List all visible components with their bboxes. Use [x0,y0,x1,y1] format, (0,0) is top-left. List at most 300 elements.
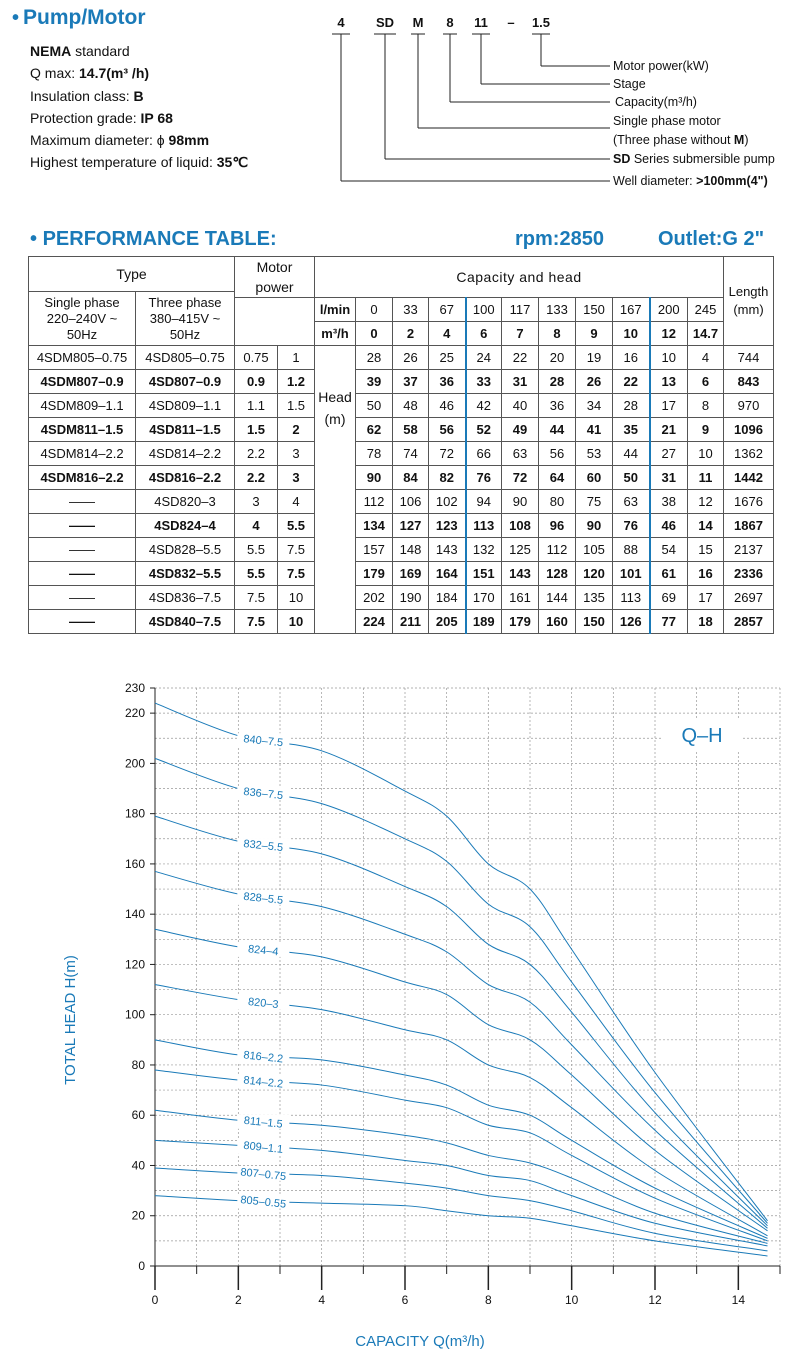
table-cell: 50 [613,466,650,490]
table-cell: —— [29,490,136,514]
table-cell: 1.5 [278,394,315,418]
table-cell: 7.5 [278,562,315,586]
bullet: • [30,228,38,250]
header-spacer [235,298,315,346]
x-tick-label: 10 [564,1293,579,1307]
table-cell: 10 [650,346,688,370]
table-cell: 46 [650,514,688,538]
table-cell: 64 [539,466,576,490]
table-cell: 82 [429,466,466,490]
table-cell: 4SD807–0.9 [136,370,235,394]
table-cell: 46 [429,394,466,418]
table-cell: 62 [356,418,393,442]
series-label: 811–1.5 [243,1114,284,1131]
table-cell: 84 [393,466,429,490]
header-text: Three phase [148,294,222,310]
header-length [724,257,774,346]
table-cell: 17 [688,586,724,610]
table-cell: —— [29,514,136,538]
legend-capacity: Capacity(m³/h) [615,95,697,109]
model-code-diagram [0,0,810,195]
table-cell: 744 [724,346,774,370]
table-cell: —— [29,610,136,634]
table-cell: 144 [539,586,576,610]
table-cell: 76 [613,514,650,538]
table-cell: —— [29,562,136,586]
table-cell: 50 [356,394,393,418]
table-cell: 112 [356,490,393,514]
y-tick-label: 220 [124,706,145,721]
m3h-cell: 12 [650,322,688,346]
m3h-cell: 6 [466,322,502,346]
table-row [29,610,774,634]
table-cell: 18 [688,610,724,634]
table-cell: 34 [576,394,613,418]
table-cell: 4SD836–7.5 [136,586,235,610]
table-cell: 27 [650,442,688,466]
table-cell: 134 [356,514,393,538]
header-text: Head [318,389,352,405]
table-cell: 5.5 [235,538,278,562]
header-m3h: m³/h [315,322,356,346]
table-cell: 143 [502,562,539,586]
table-cell: 11 [688,466,724,490]
table-cell: 10 [278,610,315,634]
table-cell: 150 [576,610,613,634]
table-cell: 2697 [724,586,774,610]
table-cell: 22 [613,370,650,394]
spec-value: 35℃ [216,154,249,171]
y-axis-label: TOTAL HEAD H(m) [62,955,79,1085]
table-cell: 4SD814–2.2 [136,442,235,466]
table-cell: 184 [429,586,466,610]
header-type: Type [29,257,235,292]
table-cell: —— [29,586,136,610]
legend-bold: M [733,133,745,147]
lmin-cell: 67 [429,298,466,322]
table-cell: 224 [356,610,393,634]
table-cell: 31 [650,466,688,490]
code-leader-lines [332,34,610,181]
table-cell: 36 [539,394,576,418]
table-cell: 10 [688,442,724,466]
table-cell: 63 [502,442,539,466]
lmin-cell: 167 [613,298,650,322]
x-tick-label: 4 [318,1293,326,1307]
table-row [29,418,774,442]
m3h-cell: 7 [502,322,539,346]
lmin-cell: 150 [576,298,613,322]
spec-value: B [133,87,144,104]
table-cell: 28 [613,394,650,418]
series-line [155,816,768,1226]
table-cell: 7.5 [235,586,278,610]
legend-text: (Three phase without [613,133,734,147]
table-row [29,586,774,610]
table-cell: 101 [613,562,650,586]
lmin-cell: 0 [356,298,393,322]
code-part: – [507,15,515,30]
header-text: Motor [256,259,293,275]
spec-label: Protection grade: [30,109,141,126]
table-row [29,394,774,418]
table-cell: 28 [356,346,393,370]
table-cell: 56 [539,442,576,466]
table-cell: 4SDM805–0.75 [29,346,136,370]
table-cell: 14 [688,514,724,538]
legend-well-diameter [613,174,768,188]
table-cell: 2.2 [235,442,278,466]
table-cell: 2 [278,418,315,442]
code-part: 4 [337,15,345,30]
table-cell: 90 [502,490,539,514]
table-row [29,514,774,538]
table-cell: 44 [613,442,650,466]
table-cell: 41 [576,418,613,442]
table-cell: 120 [576,562,613,586]
table-cell: 90 [356,466,393,490]
legend-bold: SD [613,152,631,166]
table-cell: 205 [429,610,466,634]
table-cell: 33 [466,370,502,394]
header-text: Length [728,284,769,299]
header-motor-power [235,257,315,298]
legend-three-phase [613,133,749,147]
spec-label: Maximum diameter: ϕ [30,132,169,149]
table-cell: 16 [613,346,650,370]
x-axis-label: CAPACITY Q(m³/h) [355,1333,485,1350]
table-cell: 1 [278,346,315,370]
table-cell: 38 [650,490,688,514]
x-tick-label: 8 [484,1293,492,1307]
header-text: 380–415V ~ [149,310,221,326]
table-cell: 56 [429,418,466,442]
series-label: 820–3 [247,996,280,1012]
y-tick-label: 20 [131,1208,145,1223]
table-cell: 4 [278,490,315,514]
table-cell: 843 [724,370,774,394]
table-cell: 9 [688,418,724,442]
table-cell: 108 [502,514,539,538]
table-cell: 1442 [724,466,774,490]
table-cell: 128 [539,562,576,586]
y-tick-label: 0 [138,1259,145,1273]
table-cell: 164 [429,562,466,586]
table-cell: 2857 [724,610,774,634]
legend-text: Series submersible pump [630,152,775,166]
table-cell: 26 [576,370,613,394]
table-cell: 8 [688,394,724,418]
table-cell: 72 [502,466,539,490]
spec-label: standard [71,43,130,59]
m3h-cell: 10 [613,322,650,346]
legend-single-phase: Single phase motor [613,114,721,128]
title-text: PERFORMANCE TABLE: [42,228,277,250]
lmin-cell: 117 [502,298,539,322]
table-cell: 0.75 [235,346,278,370]
performance-rows [29,346,774,634]
table-cell: 2.2 [235,466,278,490]
header-text: 50Hz [169,326,201,342]
table-cell: 4SD832–5.5 [136,562,235,586]
spec-value: 98mm [168,132,210,149]
lmin-cell: 200 [650,298,688,322]
table-cell: 112 [539,538,576,562]
table-cell: 105 [576,538,613,562]
table-cell: —— [29,538,136,562]
table-row [29,562,774,586]
title-text: Pump/Motor [23,6,146,29]
table-cell: 15 [688,538,724,562]
table-cell: 970 [724,394,774,418]
table-cell: 39 [356,370,393,394]
table-cell: 126 [613,610,650,634]
table-cell: 1.2 [278,370,315,394]
series-label: 840–7.5 [242,733,284,750]
header-text: power [255,279,294,295]
table-cell: 75 [576,490,613,514]
table-cell: 4SD840–7.5 [136,610,235,634]
table-cell: 1867 [724,514,774,538]
table-cell: 6 [688,370,724,394]
table-cell: 28 [539,370,576,394]
table-cell: 58 [393,418,429,442]
table-cell: 148 [393,538,429,562]
table-cell: 4SDM809–1.1 [29,394,136,418]
header-text: (m) [324,411,346,427]
table-cell: 151 [466,562,502,586]
chart-curves [155,703,768,1256]
spec-label: Insulation class: [30,87,134,104]
table-cell: 125 [502,538,539,562]
lmin-cell: 33 [393,298,429,322]
legend-bold: >100mm(4") [696,174,768,188]
table-cell: 10 [278,586,315,610]
y-tick-label: 100 [124,1007,145,1022]
x-tick-label: 2 [234,1293,242,1307]
table-cell: 76 [466,466,502,490]
series-label: 807–0.75 [239,1166,287,1184]
table-cell: 74 [393,442,429,466]
table-cell: 5.5 [235,562,278,586]
table-cell: 25 [429,346,466,370]
table-cell: 3 [278,466,315,490]
legend-text: Well diameter: [613,174,697,188]
y-tick-label: 120 [124,957,145,972]
table-cell: 94 [466,490,502,514]
table-cell: 2137 [724,538,774,562]
table-cell: 106 [393,490,429,514]
code-part: M [412,15,424,30]
header-text: (mm) [733,302,764,317]
table-cell: 4SD816–2.2 [136,466,235,490]
table-cell: 127 [393,514,429,538]
table-cell: 35 [613,418,650,442]
table-cell: 4SD824–4 [136,514,235,538]
table-cell: 7.5 [278,538,315,562]
table-cell: 42 [466,394,502,418]
table-cell: 2336 [724,562,774,586]
spec-value: 14.7(m³ /h) [79,65,150,82]
table-cell: 12 [688,490,724,514]
y-tick-label: 40 [131,1158,145,1173]
y-tick-label: 180 [124,806,145,821]
series-line [155,1140,768,1246]
series-label: 832–5.5 [242,838,284,855]
series-label: 836–7.5 [242,785,284,803]
code-part: 8 [446,15,454,30]
table-cell: 53 [576,442,613,466]
table-cell: 21 [650,418,688,442]
table-cell: 202 [356,586,393,610]
table-cell: 96 [539,514,576,538]
table-cell: 169 [393,562,429,586]
table-cell: 1096 [724,418,774,442]
table-cell: 4SDM816–2.2 [29,466,136,490]
table-cell: 179 [502,610,539,634]
header-capacity-head: Capacity and head [315,257,724,298]
table-row [29,490,774,514]
table-cell: 4 [235,514,278,538]
table-cell: 44 [539,418,576,442]
head-label-cell [315,346,356,634]
table-cell: 24 [466,346,502,370]
header-text: 50Hz [66,326,98,342]
table-cell: 1676 [724,490,774,514]
table-cell: 1.1 [235,394,278,418]
table-cell: 13 [650,370,688,394]
y-tick-label: 60 [131,1108,145,1123]
table-cell: 54 [650,538,688,562]
m3h-cell: 2 [393,322,429,346]
x-tick-label: 6 [401,1293,409,1307]
rpm-label: rpm:2850 [515,228,604,250]
table-cell: 102 [429,490,466,514]
table-cell: 3 [278,442,315,466]
section-title-performance [30,228,277,251]
table-cell: 61 [650,562,688,586]
x-tick-label: 14 [731,1293,746,1307]
table-cell: 4SD828–5.5 [136,538,235,562]
y-tick-label: 160 [124,856,145,871]
table-cell: 90 [576,514,613,538]
table-cell: 157 [356,538,393,562]
table-cell: 189 [466,610,502,634]
table-cell: 113 [466,514,502,538]
chart-title: Q–H [681,725,723,747]
table-cell: 36 [429,370,466,394]
table-row [29,466,774,490]
table-cell: 0.9 [235,370,278,394]
table-cell: 72 [429,442,466,466]
table-cell: 19 [576,346,613,370]
series-label: 828–5.5 [242,890,284,907]
table-cell: 1362 [724,442,774,466]
outlet-label: Outlet:G 2" [658,228,765,250]
table-cell: 69 [650,586,688,610]
table-cell: 26 [393,346,429,370]
table-cell: 49 [502,418,539,442]
table-cell: 31 [502,370,539,394]
code-part: SD [375,15,395,30]
table-cell: 160 [539,610,576,634]
m3h-cell: 0 [356,322,393,346]
spec-label: Highest temperature of liquid: [30,154,217,171]
table-cell: 66 [466,442,502,466]
table-cell: 4SD811–1.5 [136,418,235,442]
series-label: 805–0.55 [239,1194,287,1211]
table-cell: 16 [688,562,724,586]
table-cell: 63 [613,490,650,514]
table-cell: 4SD805–0.75 [136,346,235,370]
table-row [29,538,774,562]
series-label: 816–2.2 [242,1049,284,1066]
header-text: Single phase [44,294,120,310]
y-tick-label: 230 [124,681,145,695]
code-part: 11 [474,15,488,30]
table-cell: 20 [539,346,576,370]
table-cell: 132 [466,538,502,562]
bullet: • [12,7,20,29]
table-cell: 211 [393,610,429,634]
code-part: 1.5 [531,15,551,30]
table-cell: 190 [393,586,429,610]
m3h-cell: 9 [576,322,613,346]
table-cell: 5.5 [278,514,315,538]
table-cell: 77 [650,610,688,634]
table-row [29,370,774,394]
table-cell: 113 [613,586,650,610]
lmin-cell: 133 [539,298,576,322]
spec-label: Q max: [30,65,80,82]
table-cell: 60 [576,466,613,490]
legend-motor-power: Motor power(kW) [613,59,709,73]
x-tick-label: 12 [648,1293,662,1307]
header-text: 220–240V ~ [46,310,118,326]
legend-series [613,152,775,166]
y-tick-label: 140 [124,907,145,922]
performance-table [28,256,774,634]
series-label: 824–4 [247,943,280,959]
y-tick-label: 80 [131,1057,145,1072]
spec-value: NEMA [30,43,72,59]
table-cell: 4 [688,346,724,370]
table-cell: 135 [576,586,613,610]
table-cell: 4SDM814–2.2 [29,442,136,466]
table-cell: 78 [356,442,393,466]
series-label: 809–1.1 [242,1139,284,1156]
y-tick-label: 200 [124,756,145,771]
m3h-cell: 4 [429,322,466,346]
header-three-phase [136,292,235,346]
series-line [155,1070,768,1241]
table-row [29,442,774,466]
table-cell: 17 [650,394,688,418]
table-cell: 4SD820–3 [136,490,235,514]
table-cell: 4SDM811–1.5 [29,418,136,442]
lmin-cell: 245 [688,298,724,322]
table-cell: 40 [502,394,539,418]
table-cell: 143 [429,538,466,562]
table-cell: 4SD809–1.1 [136,394,235,418]
qh-chart [0,670,810,1357]
table-cell: 7.5 [235,610,278,634]
lmin-cell: 100 [466,298,502,322]
spec-value: IP 68 [140,109,173,126]
table-cell: 161 [502,586,539,610]
m3h-cell: 14.7 [688,322,724,346]
table-cell: 48 [393,394,429,418]
